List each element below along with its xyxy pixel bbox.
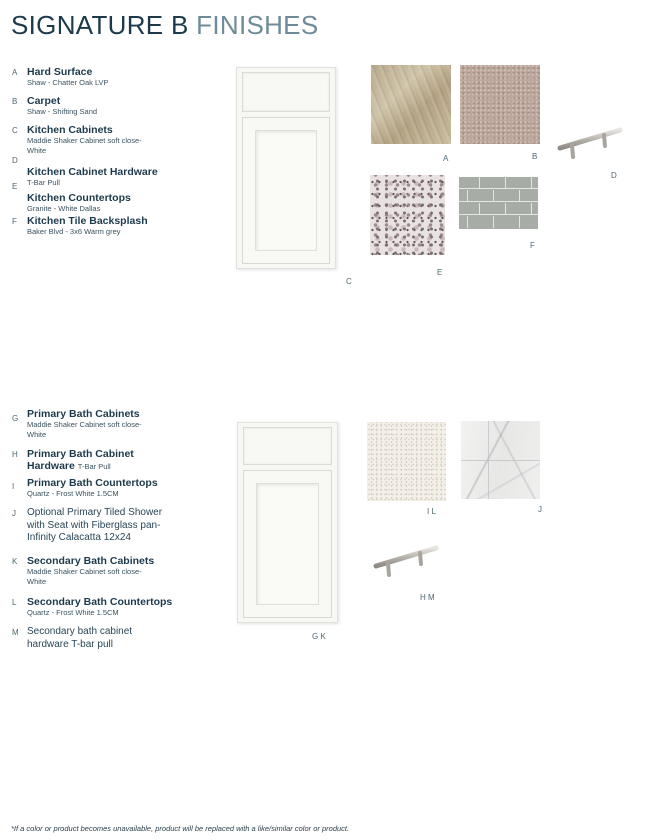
legend-heading: Secondary Bath Countertops — [27, 596, 173, 608]
legend-detail-2: White — [27, 429, 47, 439]
legend-detail-2: White — [27, 145, 47, 155]
legend-detail: Maddie Shaker Cabinet soft close- — [27, 567, 142, 576]
swatch-label-e: E — [437, 268, 443, 277]
legend-letter: K — [12, 557, 18, 566]
legend-item-b — [12, 95, 212, 119]
legend-item-f — [12, 215, 212, 239]
legend-heading: Kitchen Countertops — [27, 192, 131, 204]
legend-item-h — [12, 448, 212, 474]
legend-item-i — [12, 477, 212, 501]
legend-detail: Baker Blvd - 3x6 Warm grey — [27, 227, 121, 236]
carpet-swatch — [460, 65, 540, 144]
title-primary: SIGNATURE B — [11, 10, 189, 40]
legend-detail: Maddie Shaker Cabinet soft close- — [27, 420, 142, 429]
legend-detail: Maddie Shaker Cabinet soft close- — [27, 136, 142, 145]
cabinet-door — [243, 470, 332, 618]
legend-item-k — [12, 555, 212, 591]
legend-letter: A — [12, 68, 18, 77]
legend-item-d — [12, 156, 212, 190]
legend-detail: Shaw - Shifting Sand — [27, 107, 98, 116]
legend-item-l — [12, 596, 212, 620]
legend-detail: Shaw - Chatter Oak LVP — [27, 78, 109, 87]
legend-item-j — [12, 507, 212, 547]
swatch-label-d: D — [611, 171, 617, 180]
legend-letter: F — [12, 217, 17, 226]
swatch-label-j: J — [538, 505, 542, 514]
cabinet-drawer — [243, 427, 332, 465]
legend-letter: M — [12, 628, 19, 637]
legend-letter: H — [12, 450, 18, 459]
legend-item-a — [12, 66, 212, 90]
legend-detail: Granite - White Dallas — [27, 204, 101, 213]
quartz-swatch — [367, 422, 446, 501]
page-title — [11, 10, 318, 41]
legend-heading-2: Hardware — [27, 460, 75, 472]
disclaimer-footnote: *If a color or product becomes unavailable, product will be replaced with a like/similar color or product. — [11, 824, 350, 833]
legend-detail: T-Bar Pull — [27, 178, 60, 187]
swatch-label-f: F — [530, 241, 535, 250]
legend-heading: Primary Bath Cabinet — [27, 448, 134, 460]
cabinet-panel — [256, 483, 319, 605]
legend-letter: I — [12, 482, 15, 491]
legend-detail: Quartz - Frost White 1.5CM — [27, 608, 119, 617]
legend-text-line: with Seat with Fiberglass pan- — [27, 519, 161, 531]
cabinet-door — [242, 117, 330, 264]
legend-text-line: Optional Primary Tiled Shower — [27, 507, 163, 518]
cabinet-drawer — [242, 72, 330, 112]
tile-backsplash-swatch — [459, 177, 538, 229]
legend-letter: E — [12, 182, 18, 191]
legend-letter: J — [12, 509, 16, 518]
marble-shower-swatch — [461, 421, 540, 499]
swatch-label-c: C — [346, 277, 352, 286]
legend-heading: Hard Surface — [27, 66, 93, 78]
swatch-label-b: B — [532, 152, 538, 161]
legend-text-line: Secondary bath cabinet — [27, 626, 133, 637]
legend-letter: L — [12, 598, 17, 607]
legend-item-c — [12, 124, 212, 160]
t-bar-pull-icon — [372, 541, 442, 579]
legend-letter: B — [12, 97, 18, 106]
legend-detail-2: White — [27, 576, 47, 586]
legend-detail: Quartz - Frost White 1.5CM — [27, 489, 119, 498]
legend-letter: D — [12, 156, 18, 165]
swatch-label-a: A — [443, 154, 449, 163]
cabinet-panel — [255, 130, 317, 251]
legend-detail: T-Bar Pull — [77, 462, 111, 471]
legend-letter: C — [12, 126, 18, 135]
legend-heading: Primary Bath Countertops — [27, 477, 158, 489]
legend-text-line: Infinity Calacatta 12x24 — [27, 532, 131, 543]
legend-heading: Kitchen Tile Backsplash — [27, 215, 148, 227]
legend-item-m — [12, 626, 212, 654]
legend-letter: G — [12, 414, 19, 423]
granite-swatch — [370, 175, 445, 255]
legend-heading: Carpet — [27, 95, 61, 107]
legend-heading: Secondary Bath Cabinets — [27, 555, 155, 567]
swatch-label-hm: H M — [420, 593, 435, 602]
swatch-label-il: I L — [427, 507, 436, 516]
legend-item-g — [12, 408, 212, 444]
legend-text-line: hardware T-bar pull — [27, 638, 113, 650]
kitchen-cabinet-image — [236, 67, 336, 269]
bath-cabinet-image — [237, 422, 338, 623]
hard-surface-swatch — [371, 65, 451, 144]
title-secondary: FINISHES — [196, 10, 319, 40]
legend-heading: Kitchen Cabinets — [27, 124, 113, 136]
t-bar-pull-icon — [556, 124, 626, 162]
legend-heading: Primary Bath Cabinets — [27, 408, 140, 420]
swatch-label-gk: G K — [312, 632, 326, 641]
legend-heading: Kitchen Cabinet Hardware — [27, 166, 158, 178]
